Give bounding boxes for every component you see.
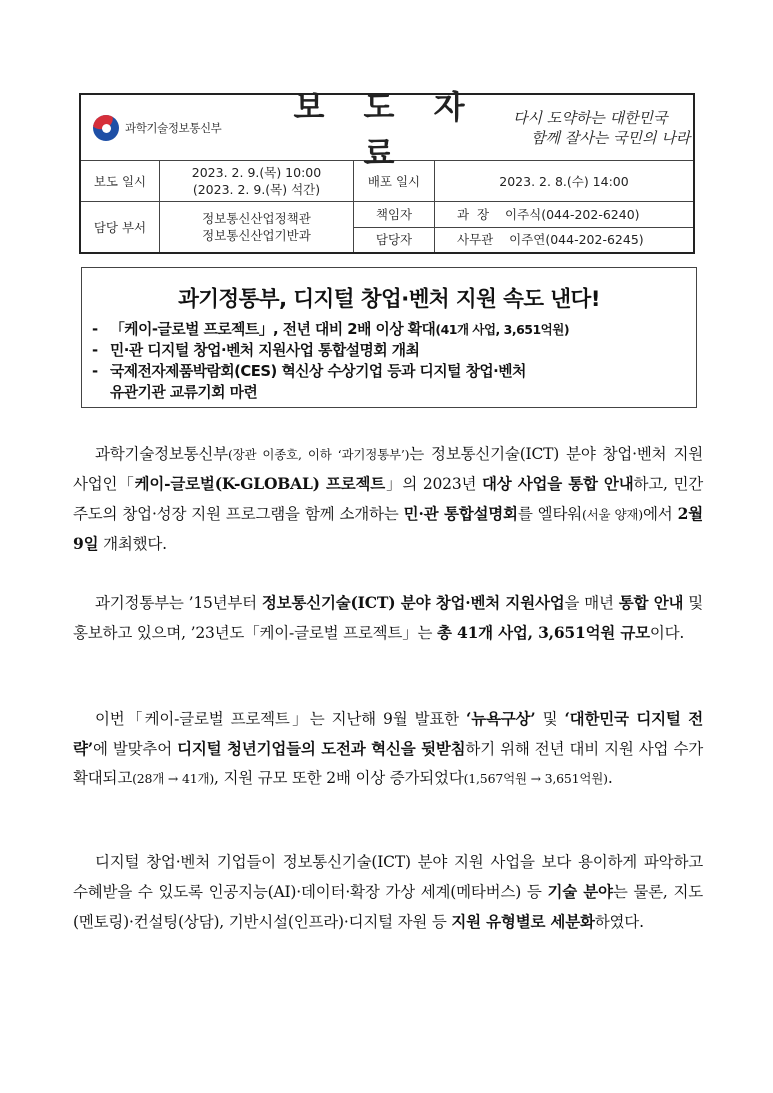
text-span: 총 41개 사업, 3,651억원 규모: [437, 623, 650, 642]
report-date-label: 보도 일시: [81, 161, 160, 201]
text-span: (장관 이종호, 이하 ‘과기정통부’): [227, 447, 410, 462]
text-span: 개최했다.: [98, 535, 167, 553]
text-span: (1,567억원 → 3,651억원): [463, 771, 608, 786]
text-span: 하기 위해 전년 대비 지원 사업 수가 확대되고: [73, 740, 704, 787]
text-span: 에서: [642, 505, 678, 523]
responsible-label: 책임자: [354, 202, 435, 227]
slogan-line-1: 다시 도약하는 대한민국: [513, 108, 668, 127]
text-span: 을 매년: [564, 594, 619, 612]
press-release-header: [79, 87, 695, 254]
ministry-logo: [81, 115, 271, 141]
bullet-3-line-2: 유관기관 교류기회 마련: [110, 384, 258, 401]
bullet-1-small: (41개 사업, 3,651억원): [435, 322, 570, 337]
bullet-1-main: 「케이-글로벌 프로젝트」, 전년 대비 2배 이상 확대: [110, 321, 436, 338]
slogan-line-2: 함께 잘사는 국민의 나라: [531, 128, 691, 147]
text-span: 대상 사업을 통합 안내: [481, 474, 634, 493]
paragraph-1: [73, 440, 703, 559]
distribution-date-value: 2023. 2. 8.(수) 14:00: [499, 173, 629, 189]
text-span: (서울 양재): [582, 507, 643, 522]
text-span: 기술 분야: [547, 882, 613, 901]
text-span: 지원 유형별로 세분화: [451, 912, 595, 931]
text-span: 2월 9일: [73, 504, 703, 553]
text-span: 디지털 창업·벤처 기업들이 정보통신기술(ICT) 분야 지원 사업을 보다 용이하게 파악하고 수혜받을 수 있도록 인공지능(AI)·데이터·확장 가상 세계(메타버스) 등: [73, 853, 703, 901]
responsible-value: 과 장 이주식(044-202-6240): [457, 206, 640, 222]
department-row: [81, 202, 693, 252]
text-span: 디지털 청년기업들의 도전과 혁신을 뒷받침: [177, 739, 466, 758]
text-span: 하고, 민간 주도의 창업·성장 지원 프로그램을 함께 소개하는: [73, 475, 703, 523]
text-span: 이다.: [649, 624, 685, 642]
text-span: 를 엘타워: [517, 505, 582, 523]
contact-row: [354, 228, 693, 253]
taegeuk-logo-icon: [93, 115, 119, 141]
header-top-row: [81, 87, 693, 172]
bullet-dash: -: [92, 363, 98, 380]
date-row: [81, 161, 693, 202]
report-date-line-2: (2023. 2. 9.(목) 석간): [192, 182, 321, 197]
bullet-2-text: 민·관 디지털 창업·벤처 지원사업 통합설명회 개최: [110, 342, 420, 359]
text-span: .: [607, 769, 613, 787]
text-span: 케이-글로벌(K-GLOBAL) 프로젝트: [134, 474, 386, 493]
text-span: , 지원 규모 또한 2배 이상 증가되었다: [214, 769, 464, 787]
text-span: 」의 2023년: [385, 475, 482, 493]
ministry-name: 과학기술정보통신부: [125, 120, 222, 135]
government-slogan: [501, 108, 693, 148]
text-span: 및: [535, 710, 565, 728]
bullet-3-line-1: 국제전자제품박람회(CES) 혁신상 수상기업 등과 디지털 창업·벤처: [110, 363, 526, 380]
text-span: 통합 안내: [618, 593, 684, 612]
report-date-line-1: 2023. 2. 9.(목) 10:00: [191, 165, 322, 180]
headline-bullet-1: [92, 319, 686, 340]
department-line-1: 정보통신산업정책관: [202, 211, 311, 226]
paragraph-4: [73, 848, 703, 937]
headline-bullet-3: [92, 361, 686, 382]
text-span: (28개 → 41개): [132, 771, 215, 786]
text-span: 민·관 통합설명회: [403, 504, 518, 523]
contact-block: [354, 202, 693, 252]
bullet-dash: -: [92, 342, 98, 359]
text-span: 는 정보통신기술(ICT) 분야 창업·벤처 지원 사업인「: [73, 445, 703, 493]
text-span: 에 발맞추어: [92, 740, 178, 758]
department-value: [160, 202, 354, 252]
department-line-2: 정보통신산업기반과: [202, 228, 311, 243]
text-span: 하였다.: [594, 913, 644, 931]
headline-bullet-2: [92, 340, 686, 361]
text-span: 는 물론, 지도(멘토링)·컨설팅(상담), 기반시설(인프라)·디지털 자원 등: [73, 883, 703, 931]
text-span: 이번「케이-글로벌 프로젝트」는 지난해 9월 발표한: [95, 710, 466, 728]
headline-title: 과기정통부, 디지털 창업·벤처 지원 속도 낸다!: [178, 287, 600, 312]
contact-value: 사무관 이주연(044-202-6245): [457, 232, 644, 248]
department-label: 담당 부서: [81, 202, 160, 252]
text-span: ‘대한민국 디지털 전략’: [73, 709, 704, 758]
paragraph-2: [73, 588, 703, 648]
document-title: 보 도 자 료: [293, 87, 479, 172]
contact-label: 담당자: [354, 228, 435, 253]
bullet-dash: -: [92, 321, 98, 338]
paragraph-3: [73, 704, 703, 793]
text-span: ‘뉴욕구상’: [466, 709, 536, 728]
text-span: 및 홍보하고 있으며, ’23년도「케이-글로벌 프로젝트」는: [73, 594, 703, 642]
distribution-date-label: 배포 일시: [354, 161, 435, 201]
headline-box: [81, 267, 697, 408]
report-date-value: [160, 161, 354, 201]
text-span: 정보통신기술(ICT) 분야 창업·벤처 지원사업: [261, 593, 565, 612]
text-span: 과학기술정보통신부: [95, 445, 228, 463]
responsible-row: [354, 202, 693, 228]
text-span: 과기정통부는 ’15년부터: [95, 594, 262, 612]
